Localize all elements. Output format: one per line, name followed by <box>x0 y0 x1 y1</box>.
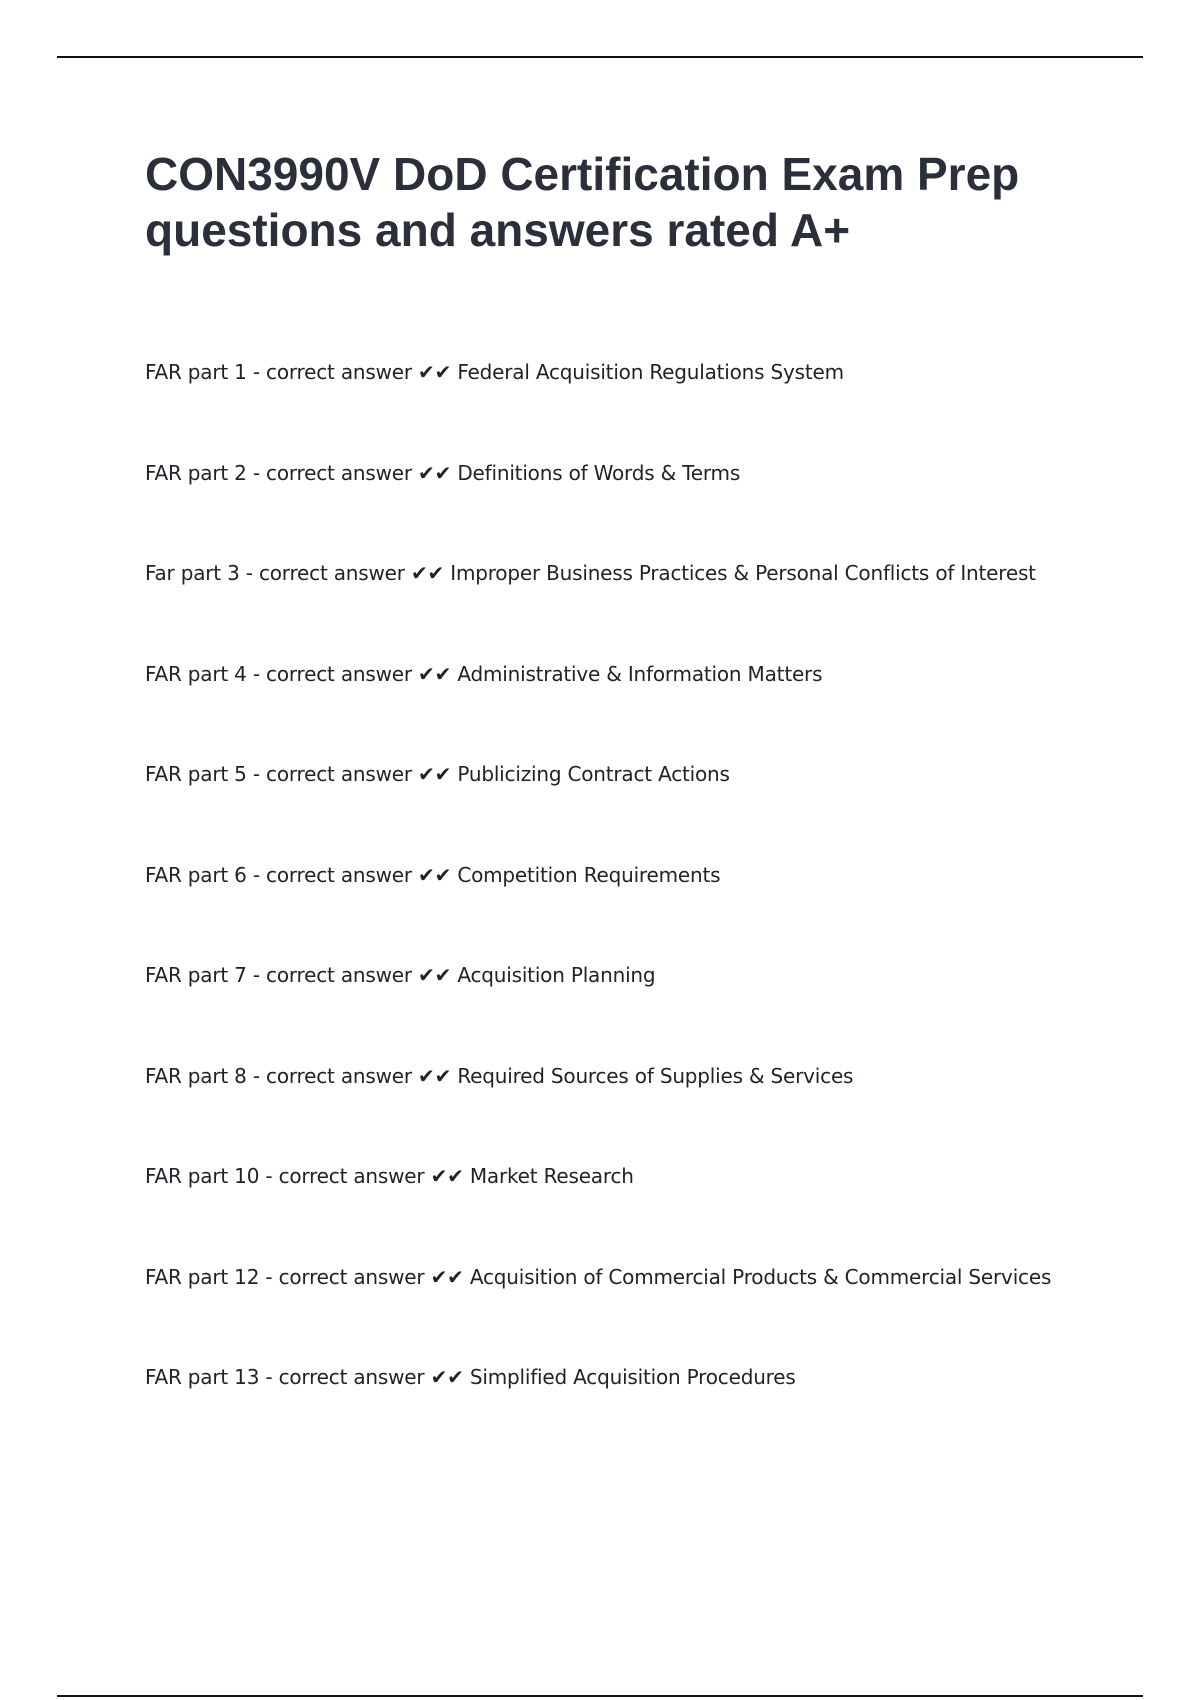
answer-text: Acquisition Planning <box>457 963 656 987</box>
list-item <box>145 458 1145 559</box>
qa-list <box>145 357 1145 1463</box>
question-text: FAR part 10 <box>145 1164 260 1188</box>
answer-text: Federal Acquisition Regulations System <box>457 360 844 384</box>
top-divider <box>57 56 1143 58</box>
answer-marker: correct answer <box>278 1365 425 1389</box>
answer-text: Improper Business Practices & Personal Conflicts of Interest <box>450 561 1036 585</box>
separator: - <box>246 1063 267 1088</box>
list-item <box>145 1362 1145 1463</box>
check-icon: ✔✔ <box>418 1063 452 1088</box>
answer-marker: correct answer <box>266 661 412 686</box>
separator: - <box>259 1264 279 1289</box>
check-icon: ✔✔ <box>430 1264 464 1289</box>
list-item <box>145 357 1145 458</box>
question-text: FAR part 5 <box>145 762 247 786</box>
separator: - <box>246 460 267 485</box>
list-item <box>145 1061 1145 1162</box>
list-item <box>145 860 1145 961</box>
question-text: FAR part 7 <box>145 963 247 987</box>
list-item <box>145 1161 1145 1262</box>
check-icon: ✔✔ <box>418 762 452 786</box>
answer-text: Definitions of Words & Terms <box>457 460 741 485</box>
answer-marker: correct answer <box>266 862 412 887</box>
question-text: Far part 3 <box>145 561 240 585</box>
separator: - <box>246 963 267 987</box>
check-icon: ✔✔ <box>418 661 452 686</box>
list-item <box>145 659 1145 760</box>
answer-marker: correct answer <box>258 561 405 585</box>
question-text: FAR part 8 <box>145 1063 247 1088</box>
answer-text: Simplified Acquisition Procedures <box>469 1365 796 1389</box>
answer-text: Administrative & Information Matters <box>457 661 823 686</box>
separator: - <box>239 561 259 585</box>
question-text: FAR part 1 <box>145 360 247 384</box>
answer-text: Acquisition of Commercial Products & Commercial Services <box>469 1264 1052 1289</box>
separator: - <box>259 1365 279 1389</box>
question-text: FAR part 6 <box>145 862 247 887</box>
check-icon: ✔✔ <box>418 360 452 384</box>
bottom-divider <box>57 1695 1143 1697</box>
answer-marker: correct answer <box>278 1164 425 1188</box>
question-text: FAR part 4 <box>145 661 247 686</box>
answer-text: Competition Requirements <box>457 862 721 887</box>
answer-marker: correct answer <box>278 1264 425 1289</box>
check-icon: ✔✔ <box>410 561 445 585</box>
list-item <box>145 1262 1145 1363</box>
answer-marker: correct answer <box>266 762 412 786</box>
separator: - <box>246 762 267 786</box>
answer-marker: correct answer <box>266 963 412 987</box>
question-text: FAR part 13 <box>145 1365 260 1389</box>
list-item <box>145 759 1145 860</box>
separator: - <box>246 661 267 686</box>
check-icon: ✔✔ <box>418 963 452 987</box>
answer-text: Required Sources of Supplies & Services <box>457 1063 854 1088</box>
answer-marker: correct answer <box>266 1063 412 1088</box>
question-text: FAR part 2 <box>145 460 247 485</box>
check-icon: ✔✔ <box>418 862 452 887</box>
check-icon: ✔✔ <box>430 1164 464 1188</box>
answer-marker: correct answer <box>266 460 412 485</box>
list-item <box>145 960 1145 1061</box>
check-icon: ✔✔ <box>418 460 452 485</box>
answer-text: Publicizing Contract Actions <box>457 762 730 786</box>
answer-marker: correct answer <box>266 360 412 384</box>
answer-text: Market Research <box>469 1164 634 1188</box>
separator: - <box>246 862 267 887</box>
list-item <box>145 558 1145 659</box>
check-icon: ✔✔ <box>430 1365 464 1389</box>
separator: - <box>259 1164 279 1188</box>
document-title: CON3990V DoD Certification Exam Prep questions and answers rated A+ <box>145 148 1020 256</box>
separator: - <box>246 360 267 384</box>
question-text: FAR part 12 <box>145 1264 260 1289</box>
